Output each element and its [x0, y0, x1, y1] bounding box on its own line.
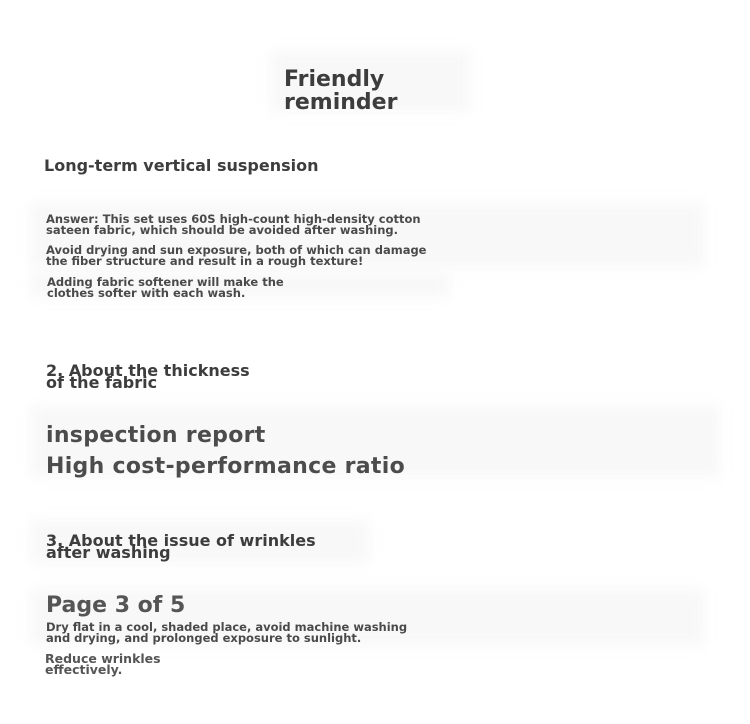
avoid-drying-text: Avoid drying and sun exposure, both of which can damage the fiber structure and result in a rough texture! — [46, 243, 427, 268]
cost-performance-text: High cost-performance ratio — [46, 454, 405, 479]
section1-heading: Long-term vertical suspension — [44, 156, 319, 175]
reminder-title: Friendly reminder — [284, 67, 398, 115]
page-indicator: Page 3 of 5 — [46, 593, 186, 618]
dry-flat-text: Dry flat in a cool, shaded place, avoid machine washing and drying, and prolonged exposure to sunlight. — [46, 620, 408, 645]
inspection-report-text: inspection report — [46, 423, 266, 448]
reduce-wrinkles-text: Reduce wrinkles effectively. — [45, 651, 161, 677]
fabric-softener-text: Adding fabric softener will make the clothes softer with each wash. — [47, 275, 284, 300]
answer-text: Answer: This set uses 60S high-count high-density cotton sateen fabric, which should be avoided after washing. — [46, 212, 421, 237]
section3-heading: 3. About the issue of wrinkles after washing — [46, 531, 316, 562]
section2-heading: 2. About the thickness of the fabric — [46, 361, 250, 392]
